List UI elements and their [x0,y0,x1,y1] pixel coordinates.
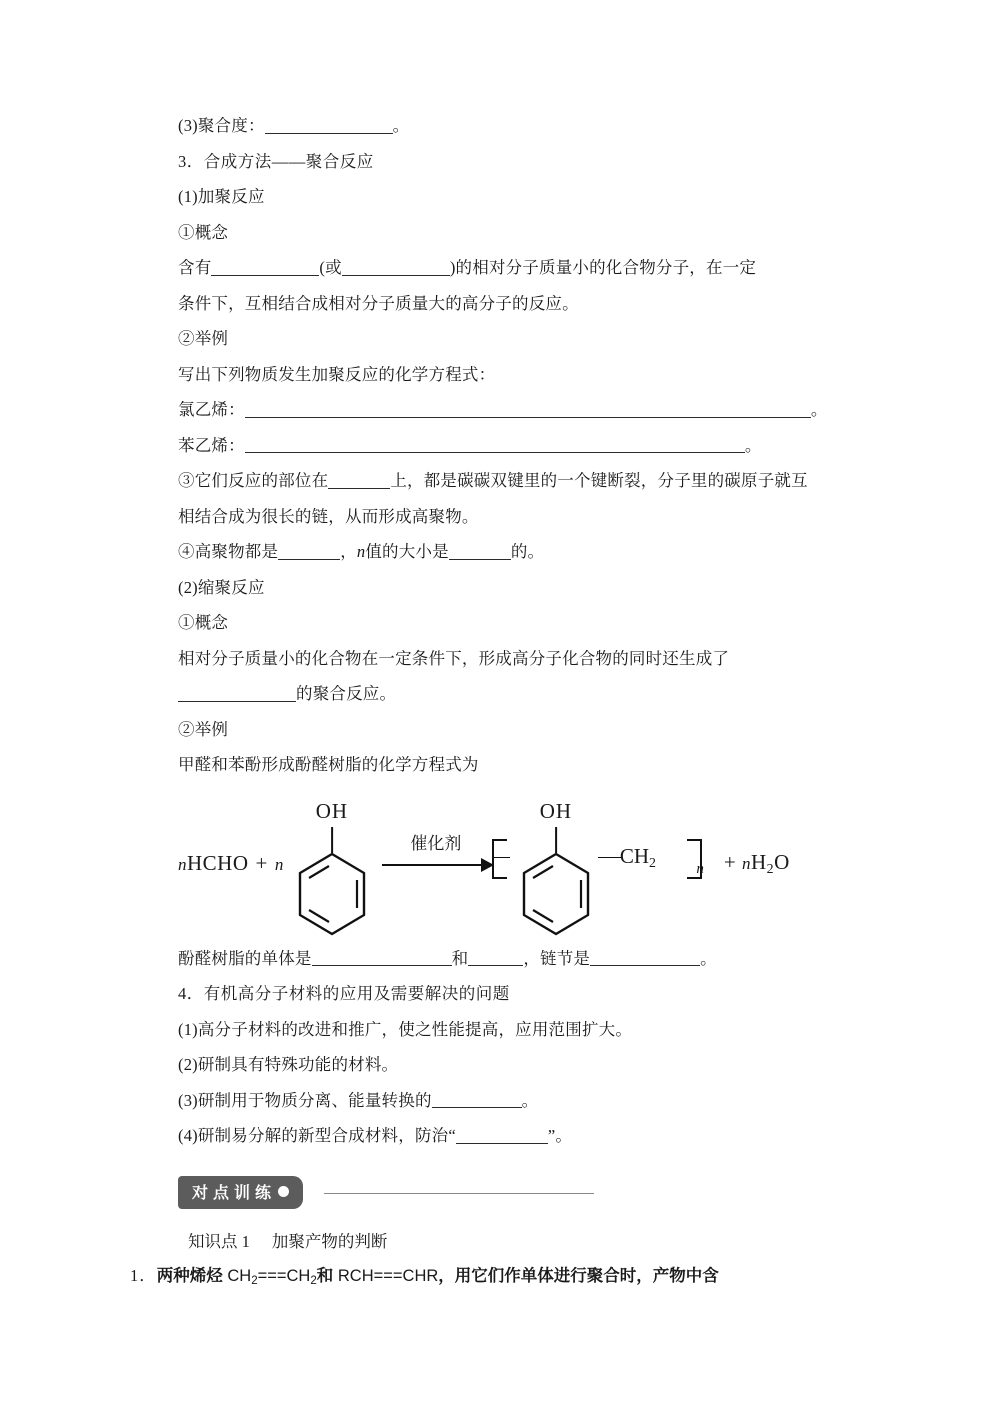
coefficient-n-water: n [741,854,751,874]
text-line-vinyl-chloride [178,392,870,428]
hydroxyl-label-product: OH [539,798,573,823]
text-close-paren: )的相对分子质量小的化合物分子，在一定 [449,258,757,277]
blank-field[interactable] [245,437,745,453]
text-line-reaction-site-part2: 相结合成为很长的链，从而形成高聚物。 [178,506,479,526]
question-text [157,1267,719,1285]
text-line-application-4 [178,1118,870,1154]
text-line-condensation-definition-part2 [178,676,870,712]
label-monomers-lead: 酚醛树脂的单体是 [178,948,312,968]
text-repeat-unit: ，链节是 [523,948,591,968]
variable-n: n [356,542,366,561]
water-o: O [774,850,790,875]
bond-oh [331,827,333,853]
plus-sign-water: + [723,850,737,875]
ch2-subscript: 2 [649,854,656,870]
methylene-group [620,844,656,871]
period-mark: 。 [810,400,828,419]
bond-ring-to-ch2 [598,857,622,859]
catalyst-label: 催化剂 [410,833,462,853]
text-line-styrene [178,428,870,464]
heading-4-applications: 4．有机高分子材料的应用及需要解决的问题 [178,984,510,1003]
knowledge-point-title: 加聚产物的判断 [271,1231,388,1251]
product-polymer-structure [492,789,702,939]
text-application-4-tail: ”。 [547,1126,573,1145]
text-or-open: (或 [319,258,342,277]
phenol-structure [284,789,380,939]
label-styrene: 苯乙烯： [178,435,245,455]
coefficient-n: n [178,855,187,874]
knowledge-point-label: 知识点 1 [188,1231,250,1251]
label-polymerization-degree: (3)聚合度： [178,116,265,135]
document-body [130,108,870,1297]
blank-field[interactable] [456,1128,548,1144]
text-reaction-site-lead: ③它们反应的部位在 [178,471,329,490]
ch2-label: CH [619,843,650,868]
text-and: 和 [451,948,469,968]
formula-hcho: HCHO [187,851,249,875]
blank-field[interactable] [265,118,393,134]
plus-sign: + [255,851,268,875]
blank-field[interactable] [278,544,340,560]
instruction-write-equations: 写出下列物质发生加聚反应的化学方程式： [178,364,496,384]
blank-field[interactable] [245,402,811,418]
text-line-concept-definition-part1 [178,250,870,286]
blank-field[interactable] [178,686,296,702]
chemical-equation-phenolic-resin [178,789,870,939]
arrow-shaft [382,864,486,866]
text-line-phenolic-monomers [178,941,870,977]
text-line-application-2: (2)研制具有特殊功能的材料。 [178,1055,399,1074]
period-mark: 。 [700,948,717,968]
filled-circle-icon [278,1186,289,1197]
formula-ethylene-bond: ===CH [257,1266,311,1285]
coefficient-n-phenol [275,851,284,876]
text-line-reaction-site-part1 [178,463,870,499]
section-badge-label: 对点训练 [192,1185,277,1202]
text-line-polymerization-degree [178,108,870,144]
period-mark: 。 [744,435,762,455]
formula-ethylene [227,1267,316,1285]
subheading-example-1: ②举例 [178,329,229,348]
reactant-formaldehyde [178,851,249,876]
bond-oh-product [555,827,557,853]
reaction-arrow-group [380,789,492,939]
section-badge [178,1176,303,1209]
subheading-concept-1: ①概念 [178,222,229,242]
text-n-value: 值的大小是 [365,542,449,561]
comma-mark: ， [340,542,357,561]
text-contains: 含有 [178,258,212,277]
subheading-concept-2: ①概念 [178,613,229,632]
benzene-ring-icon [297,852,367,936]
text-polymer-lead: ④高聚物都是 [178,542,279,561]
section-header-practice [178,1176,870,1210]
bracket-left-icon [492,839,507,879]
text-line-application-3 [178,1083,870,1119]
blank-field[interactable] [342,260,450,276]
phenol-unit [508,789,604,939]
blank-field[interactable] [328,473,390,489]
text-application-4-lead: (4)研制易分解的新型合成材料，防治“ [178,1126,456,1145]
text-polymer-tail: 的。 [510,542,545,561]
product-water [724,850,790,877]
blank-field[interactable] [468,950,523,966]
formula-ethylene-ch: CH [227,1266,252,1285]
benzene-ring-icon [521,852,591,936]
subheading-condensation-polymerization: (2)缩聚反应 [178,577,265,597]
text-application-3-lead: (3)研制用于物质分离、能量转换的 [178,1090,432,1110]
question-1 [130,1259,870,1298]
text-line-concept-definition-part2: 条件下，互相结合成相对分子质量大的高分子的反应。 [178,293,579,313]
knowledge-point-heading [188,1224,870,1259]
formula-ethylene-sub1: 2 [251,1274,258,1287]
text-line-application-1: (1)高分子材料的改进和推广，使之性能提高，应用范围扩大。 [178,1019,633,1039]
subheading-addition-polymerization: (1)加聚反应 [178,187,265,206]
blank-field[interactable] [432,1092,522,1108]
heading-3-synthesis-method: 3．合成方法——聚合反应 [178,151,374,171]
question-conjunction: 和 [316,1266,338,1285]
blank-field[interactable] [211,260,319,276]
formula-rch-chr: RCH===CHR [337,1266,439,1285]
text-line-condensation-definition-part1: 相对分子质量小的化合物在一定条件下，形成高分子化合物的同时还生成了 [178,648,730,668]
subheading-example-2: ②举例 [178,719,229,739]
text-reaction-site-tail: 上，都是碳碳双键里的一个键断裂，分子里的碳原子就互 [390,471,808,490]
instruction-phenolic-resin-equation: 甲醛和苯酚形成酚醛树脂的化学方程式为 [178,755,479,774]
question-text-before: 两种烯烃 [156,1266,228,1285]
blank-field[interactable] [590,950,700,966]
blank-field[interactable] [312,950,452,966]
coefficient-n-value: n [274,855,284,874]
bracket-subscript-n: n [696,860,704,877]
period-mark: 。 [521,1090,539,1110]
formula-ethylene-sub2: 2 [310,1274,317,1287]
text-line-polymer-properties [178,534,870,570]
section-divider-line [324,1193,594,1195]
water-h-subscript: 2 [766,860,775,876]
label-vinyl-chloride: 氯乙烯： [178,400,245,419]
text-condensation-tail: 的聚合反应。 [296,684,397,703]
question-text-after: ，用它们作单体进行聚合时，产物中含 [438,1266,719,1285]
equation-row [178,789,790,939]
water-h: H [750,850,767,875]
blank-field[interactable] [449,544,511,560]
question-number: 1． [130,1265,157,1285]
hydroxyl-label: OH [315,798,349,823]
period-mark: 。 [392,116,410,135]
